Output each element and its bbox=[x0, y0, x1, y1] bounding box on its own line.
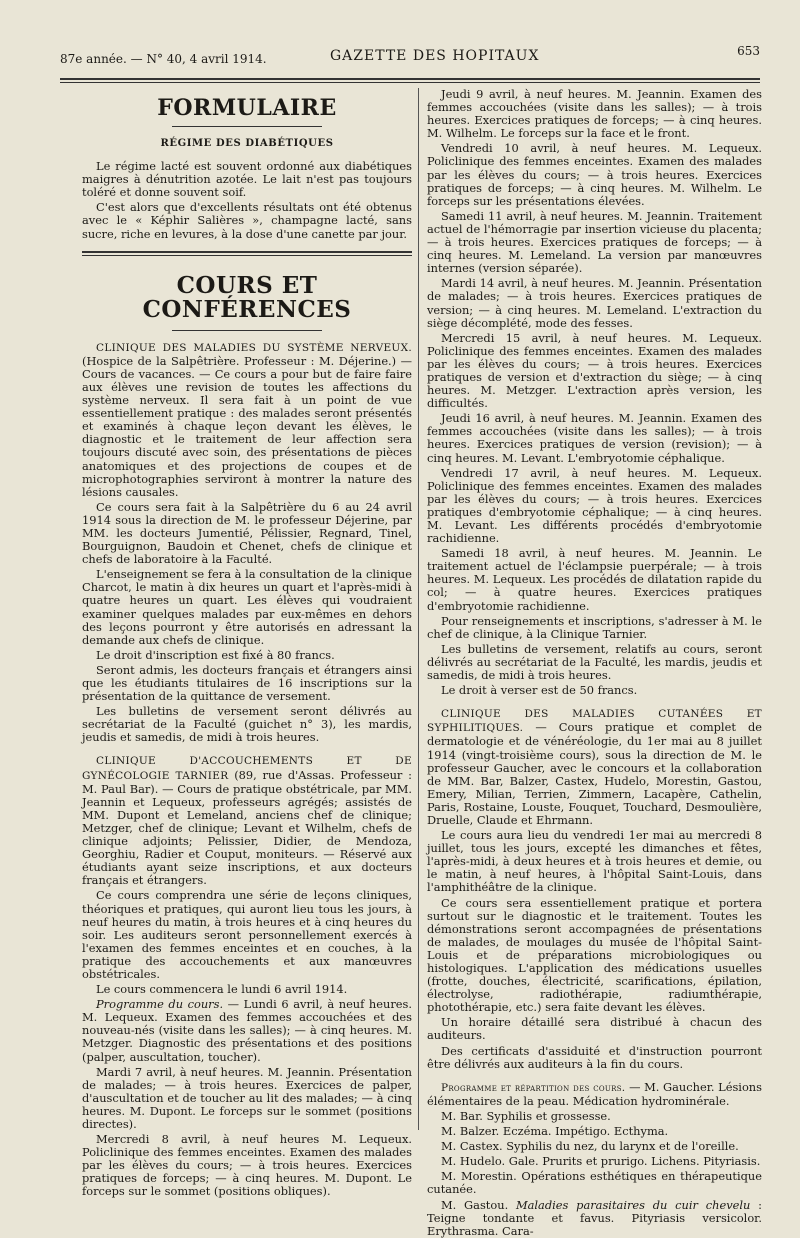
paragraph: Le cours aura lieu du vendredi 1er mai au mercredi 8 juillet, tous les jours, excepté les dimanches et fêtes, l'après-midi, à deux heures et à trois heures et demie, ou le matin, à neuf heures, à l'hôpital Saint-Louis, dans l'amphithéâtre de la clinique. bbox=[427, 828, 762, 895]
course-title: Maladies parasitaires du cuir chevelu bbox=[508, 1197, 751, 1212]
paragraph-text: M. Gastou. bbox=[441, 1197, 509, 1212]
paragraph bbox=[82, 754, 412, 887]
program-heading: Programme et répartition des cours. bbox=[441, 1081, 626, 1094]
paragraph: Pour renseignements et inscriptions, s'adresser à M. le chef de clinique, à la Clinique Tarnier. bbox=[427, 613, 762, 641]
clinic-heading: CLINIQUE DES MALADIES CUTANÉES ET SYPHILITIQUES. bbox=[427, 708, 762, 735]
page-header bbox=[60, 44, 760, 66]
paragraph: M. Castex. Syphilis du nez, du larynx et de l'oreille. bbox=[441, 1139, 739, 1154]
issue-info: 87e année. — N° 40, 4 avril 1914. bbox=[60, 52, 267, 66]
paragraph-text: — Lundi 6 avril, à neuf heures. M. Lequeux. Examen des femmes accouchées et des nouveau-nés (visite dans les salles); — à cinq heures. M. Metzger. Diagnostic des présentations et des positions (palper, auscultation, toucher). bbox=[82, 997, 412, 1064]
cours-title: COURS ET CONFÉRENCES bbox=[142, 271, 352, 323]
clinic-heading: CLINIQUE DES MALADIES DU SYSTÈME NERVEUX. bbox=[96, 341, 412, 354]
paragraph-text: : Teigne tondante et favus. Pityriasis versicolor. Erythrasma. Cara- bbox=[427, 1197, 762, 1238]
paragraph bbox=[427, 1081, 762, 1108]
left-column bbox=[82, 88, 412, 1199]
paragraph: Samedi 18 avril, à neuf heures. M. Jeannin. Le traitement actuel de l'éclampsie puerpérale; — à trois heures. M. Lequeux. Les procédés de dilatation rapide du col; — à quatre heures. Exercices pratiques d'embryotomie rachidienne. bbox=[427, 546, 762, 613]
paragraph: Le droit à verser est de 50 francs. bbox=[441, 683, 638, 698]
spacer bbox=[427, 699, 762, 707]
paragraph: Vendredi 10 avril, à neuf heures. M. Lequeux. Policlinique des femmes enceintes. Examen des malades par les élèves du cours; — à trois heures. Exercices pratiques de forceps; — à cinq heures. M. Wilhelm. Le forceps sur les présentations élevées. bbox=[427, 141, 762, 208]
paragraph bbox=[427, 707, 762, 827]
title-rule bbox=[172, 330, 322, 331]
spacer bbox=[82, 746, 412, 754]
paragraph-text: — Cours pratique et complet de dermatologie et de vénéréologie, du 1er mai au 8 juillet 1914 (vingt-troisième cours), sous la direction de M. le professeur Gaucher, avec le concours et la collaboration de MM. Bar, Balzer, Castex, Hudelo, Morestin, Gastou, Emery, Milian, Terrien, Zimmern, Lacapère, Cathelin, Paris, Rostaine, Louste, Fouquet, Touchard, Desmoulière, Druelle, Claude et Ehrmann. bbox=[427, 720, 762, 827]
clinic-heading: CLINIQUE D'ACCOUCHEMENTS ET DE GYNÉCOLOGIE TARNIER bbox=[82, 755, 412, 782]
paragraph: Les bulletins de versement seront délivrés au secrétariat de la Faculté (guichet n° 3), les mardis, jeudis et samedis, de midi à trois heures. bbox=[82, 704, 412, 745]
paragraph: Samedi 11 avril, à neuf heures. M. Jeannin. Traitement actuel de l'hémorragie par insertion vicieuse du placenta; — à trois heures. Exercices pratiques de forceps; — à cinq heures. M. Lemeland. La version par manœuvres internes (version séparée). bbox=[427, 208, 762, 276]
paragraph bbox=[427, 1199, 762, 1238]
formulaire-title: FORMULAIRE bbox=[157, 95, 337, 121]
paragraph: Ce cours sera fait à la Salpêtrière du 6 au 24 avril 1914 sous la direction de M. le professeur Déjerine, par MM. les docteurs Jumentié, Pélissier, Regnard, Tinel, Bourguignon, Baudoin et Chenet, chefs de clinique et chefs de laboratoire à la Faculté. bbox=[82, 499, 412, 567]
paragraph bbox=[82, 998, 412, 1063]
program-heading: Programme du cours. bbox=[96, 997, 224, 1012]
section-rule bbox=[82, 251, 412, 256]
paragraph: Jeudi 16 avril, à neuf heures. M. Jeannin. Examen des femmes accouchées (visite dans les salles); — à trois heures. Exercices pratiques de version (revision); — à cinq heures. M. Levant. L'embryotomie céphalique. bbox=[427, 411, 762, 465]
paragraph: Vendredi 17 avril, à neuf heures. M. Lequeux. Policlinique des femmes enceintes. Examen des malades par les élèves du cours; — à trois heures. Exercices pratiques d'embryotomie céphalique; — à cinq heures. M. Levant. Les différents procédés d'embryotomie rachidienne. bbox=[427, 465, 762, 546]
paragraph: C'est alors que d'excellents résultats ont été obtenus avec le « Képhir Salières », champagne lacté, sans sucre, riche en levures, à la dose d'une canette par jour. bbox=[82, 200, 412, 241]
title-rule bbox=[172, 126, 322, 127]
column-divider bbox=[418, 88, 419, 1130]
paragraph: Ce cours sera essentiellement pratique et portera surtout sur le diagnostic et le traitement. Toutes les démonstrations seront accompagnées de présentations de malades, de moulages du musée de l'hôpital Saint-Louis et de préparations microbiologiques ou histologiques. L'application des médications usuelles (frotte, douches, électricité, scarifications, épilation, électrolyse, radiothérapie, radiumthérapie, photothérapie, etc.) sera faite devant les élèves. bbox=[427, 895, 762, 1015]
header-rule bbox=[60, 78, 760, 80]
paragraph: M. Hudelo. Gale. Prurits et prurigo. Lichens. Pityriasis. bbox=[441, 1154, 761, 1169]
header-rule-thin bbox=[60, 82, 760, 83]
paragraph: Ce cours comprendra une série de leçons cliniques, théoriques et pratiques, qui auront lieu tous les jours, à neuf heures du matin, à trois heures et à cinq heures du soir. Les auditeurs seront personnellement exercés à l'examen des femmes enceintes et en couches, à la pratique des accouchements et aux manœuvres obstétricales. bbox=[82, 888, 412, 981]
paragraph: M. Balzer. Eczéma. Impétigo. Ecthyma. bbox=[441, 1124, 669, 1139]
paragraph: Mardi 7 avril, à neuf heures. M. Jeannin. Présentation de malades; — à trois heures. Exercices de palper, d'auscultation et de toucher au lit des malades; — à cinq heures. M. Dupont. Le forceps sur le sommet (positions directes). bbox=[82, 1064, 412, 1131]
right-column bbox=[427, 87, 762, 1238]
paragraph: M. Bar. Syphilis et grossesse. bbox=[441, 1108, 611, 1123]
formulaire-subtitle: RÉGIME DES DIABÉTIQUES bbox=[160, 138, 334, 149]
paragraph: Mercredi 8 avril, à neuf heures M. Lequeux. Policlinique des femmes enceintes. Examen des malades par les élèves du cours; — à trois heures. Exercices pratiques de forceps; — à cinq heures. M. Dupont. Le forceps sur le sommet (positions obliques). bbox=[82, 1132, 412, 1199]
paragraph: L'enseignement se fera à la consultation de la clinique Charcot, le matin à dix heures un quart et l'après-midi à quatre heures un quart. Les élèves qui voudraient examiner quelques malades par eux-mêmes en dehors des leçons pourront y être autorisés en adressant la demande aux chefs de clinique. bbox=[82, 567, 412, 647]
paragraph: Des certificats d'assiduité et d'instruction pourront être délivrés aux auditeurs à la fin du cours. bbox=[427, 1043, 762, 1071]
paragraph bbox=[82, 341, 412, 499]
paragraph: Le droit d'inscription est fixé à 80 francs. bbox=[96, 647, 335, 662]
paragraph: Le régime lacté est souvent ordonné aux diabétiques maigres à dénutrition azotée. Le lait n'est pas toujours toléré et donne souvent soif. bbox=[82, 159, 412, 200]
journal-title: GAZETTE DES HOPITAUX bbox=[330, 48, 540, 64]
paragraph: Seront admis, les docteurs français et étrangers ainsi que les étudiants titulaires de 16 inscriptions sur la présentation de la quittance de versement. bbox=[82, 662, 412, 704]
paragraph: Les bulletins de versement, relatifs au cours, seront délivrés au secrétariat de la Faculté, les mardis, jeudis et samedis, de midi à trois heures. bbox=[427, 641, 762, 683]
paragraph: Mercredi 15 avril, à neuf heures. M. Lequeux. Policlinique des femmes enceintes. Examen des malades par les élèves du cours; — à trois heures. Exercices pratiques de version et d'extraction du siège; — à cinq heures. M. Metzger. L'extraction après version, les difficultés. bbox=[427, 330, 762, 411]
paragraph: Mardi 14 avril, à neuf heures. M. Jeannin. Présentation de malades; — à trois heures. Exercices pratiques de version; — à cinq heures. M. Lemeland. L'extraction du siège décomplété, mode des fesses. bbox=[427, 276, 762, 330]
paragraph-text: (89, rue d'Assas. Professeur : M. Paul Bar). — Cours de pratique obstétricale, par MM. Jeannin et Lequeux, professeurs agrégés; assistés de MM. Dupont et Lemeland, anciens chef de clinique; Metzger, chef de clinique; Levant et Wilhelm, chefs de clinique adjoints; Pelissier, Didier, de Mendoza, Georghiu, Radier et Couput, moniteurs. — Réservé aux étudiants ayant seize inscriptions, et aux docteurs français et étrangers. bbox=[82, 767, 412, 888]
paragraph: Le cours commencera le lundi 6 avril 1914. bbox=[96, 982, 348, 997]
paragraph: Un horaire détaillé sera distribué à chacun des auditeurs. bbox=[427, 1015, 762, 1043]
paragraph-text: — M. Gaucher. Lésions élémentaires de la peau. Médication hydrominérale. bbox=[427, 1079, 762, 1108]
paragraph: M. Morestin. Opérations esthétiques en thérapeutique cutanée. bbox=[427, 1169, 762, 1197]
paragraph: Jeudi 9 avril, à neuf heures. M. Jeannin. Examen des femmes accouchées (visite dans les salles); — à trois heures. Exercices pratiques de forceps; — à cinq heures. M. Wilhelm. Le forceps sur la face et le front. bbox=[427, 87, 762, 141]
page-number: 653 bbox=[737, 44, 760, 58]
paragraph-text: (Hospice de la Salpêtrière. Professeur : M. Déjerine.) — Cours de vacances. — Ce cours a pour but de faire faire aux élèves une revision de toutes les affections du système nerveux. Il sera fait à un point de vue essentiellement pratique : des malades seront présentés et examinés à chaque leçon devant les élèves, le diagnostic et le traitement de leur affection sera toujours discuté avec soin, des présentations de pièces anatomiques et des projections de coupes et de microphotographies serviront à montrer la nature des lésions causales. bbox=[82, 353, 412, 499]
